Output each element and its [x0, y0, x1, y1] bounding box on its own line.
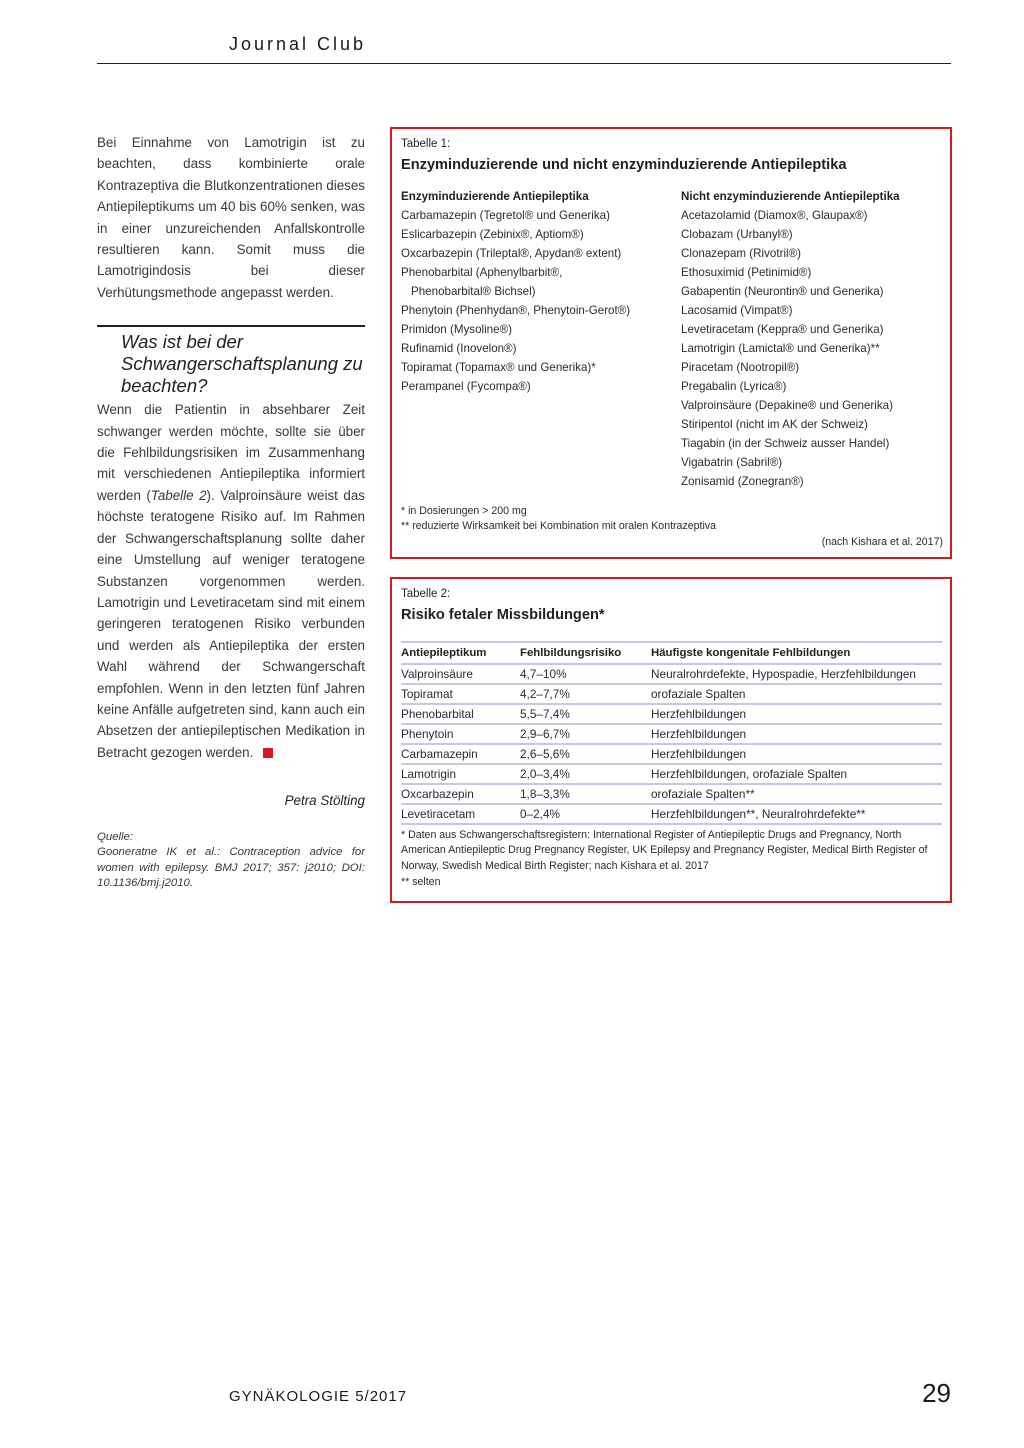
list-item: Carbamazepin (Tegretol® und Generika)	[401, 209, 610, 222]
table-row	[401, 684, 942, 704]
table-cell: Herzfehlbildungen	[651, 744, 942, 764]
list-item: Gabapentin (Neurontin® und Generika)	[681, 285, 884, 298]
table-1-col1-header: Enzyminduzierende Antiepileptika	[401, 190, 589, 203]
table-cell: 4,7–10%	[520, 664, 651, 684]
table-cell: Valproinsäure	[401, 664, 520, 684]
source-label: Quelle:	[97, 831, 134, 844]
table-cell: Lamotrigin	[401, 764, 520, 784]
source-block	[97, 830, 365, 891]
table-cell: Herzfehlbildungen	[651, 724, 942, 744]
list-item: Perampanel (Fycompa®)	[401, 380, 531, 393]
list-item: Tiagabin (in der Schweiz ausser Handel)	[681, 437, 890, 450]
table-1-footnote-1: * in Dosierungen > 200 mg	[401, 505, 527, 517]
column-header: Häufigste kongenitale Fehlbildungen	[651, 642, 942, 664]
table-1-col2-header: Nicht enzyminduzierende Antiepileptika	[681, 190, 900, 203]
table-cell: 1,8–3,3%	[520, 784, 651, 804]
table-row	[401, 664, 942, 684]
table-1-footnote-2: ** reduzierte Wirksamkeit bei Kombination mit oralen Kontrazeptiva	[401, 520, 717, 532]
list-item: Phenytoin (Phenhydan®, Phenytoin-Gerot®)	[401, 304, 631, 317]
list-item: Clonazepam (Rivotril®)	[681, 247, 802, 260]
end-of-article-marker	[263, 748, 273, 758]
author: Petra Stölting	[284, 793, 365, 809]
table-1-column-non-enzyme-inducing	[681, 187, 900, 491]
list-item: Acetazolamid (Diamox®, Glaupax®)	[681, 209, 868, 222]
list-item: Valproinsäure (Depakine® und Generika)	[681, 399, 893, 412]
table-1-title: Enzyminduzierende und nicht enzyminduzierende Antiepileptika	[401, 157, 847, 173]
table-cell: Carbamazepin	[401, 744, 520, 764]
list-item: Rufinamid (Inovelon®)	[401, 342, 517, 355]
paragraph-2-part-2: ). Valproinsäure weist das höchste teratogene Risiko auf. Im Rahmen der Schwangerschaftsplanung sollte daher eine Umstellung auf weniger teratogene Substanzen vorgenommen werden. Lamotrigin und Levetiracetam sind mit einem geringeren teratogenen Risiko verbunden und werden als Antiepileptika der ersten Wahl während der Schwangerschaft empfohlen. Wenn in den letzten fünf Jahren keine Anfälle aufgetreten sind, kann auch ein Absetzen der antiepileptischen Medikation in Betracht gezogen werden.	[97, 487, 365, 760]
table-cell: Neuralrohrdefekte, Hypospadie, Herzfehlbildungen	[651, 664, 942, 684]
column-header: Fehlbildungsrisiko	[520, 642, 651, 664]
table-1-label: Tabelle 1:	[401, 138, 451, 150]
subheading: Was ist bei der Schwangerschaftsplanung zu beachten?	[121, 331, 363, 397]
table-cell: orofaziale Spalten	[651, 684, 942, 704]
table-cell: Phenytoin	[401, 724, 520, 744]
left-column	[97, 132, 365, 891]
list-item: Topiramat (Topamax® und Generika)*	[401, 361, 596, 374]
page-number: 29	[922, 1378, 951, 1408]
footer-journal: GYNÄKOLOGIE 5/2017	[229, 1388, 408, 1405]
table-cell: 0–2,4%	[520, 804, 651, 824]
table-row	[401, 804, 942, 824]
table-cell: Oxcarbazepin	[401, 784, 520, 804]
table-cell: Herzfehlbildungen**, Neuralrohrdefekte**	[651, 804, 942, 824]
list-item: Pregabalin (Lyrica®)	[681, 380, 787, 393]
table-1-citation: (nach Kishara et al. 2017)	[821, 536, 943, 548]
table-1-box	[390, 127, 952, 559]
column-header: Antiepileptikum	[401, 642, 520, 664]
list-item: Clobazam (Urbanyl®)	[681, 228, 793, 241]
table-row	[401, 764, 942, 784]
table-2-footnote-2: ** selten	[401, 876, 441, 888]
table-cell: Herzfehlbildungen	[651, 704, 942, 724]
list-item: Primidon (Mysoline®)	[401, 323, 512, 336]
list-item: Phenobarbital (Aphenylbarbit®,	[401, 266, 563, 279]
table-row	[401, 724, 942, 744]
list-item: Stiripentol (nicht im AK der Schweiz)	[681, 418, 868, 431]
table-cell: Topiramat	[401, 684, 520, 704]
list-item: Zonisamid (Zonegran®)	[681, 475, 804, 488]
table-2-box	[390, 577, 952, 903]
table-row	[401, 704, 942, 724]
table-cell: Levetiracetam	[401, 804, 520, 824]
list-item: Piracetam (Nootropil®)	[681, 361, 800, 374]
table-cell: 2,9–6,7%	[520, 724, 651, 744]
table-row	[401, 744, 942, 764]
table-2-footnote-1: * Daten aus Schwangerschaftsregistern: International Register of Antiepileptic Drugs and Pregnancy, North American Antiepileptic Drug Pregnancy Register, UK Epilepsy and Pregnancy Register, Medical Birth Register of Norway, Swedish Medical Birth Register; nach Kishara et al. 2017	[401, 829, 928, 872]
table-cell: 4,2–7,7%	[520, 684, 651, 704]
table-1-column-enzyme-inducing	[401, 187, 630, 396]
source-text: Gooneratne IK et al.: Contraception advice for women with epilepsy. BMJ 2017; 357: j2010; DOI: 10.1136/bmj.j2010.	[97, 846, 365, 890]
list-item: Ethosuximid (Petinimid®)	[681, 266, 812, 279]
list-item: Vigabatrin (Sabril®)	[681, 456, 783, 469]
table-cell: 2,6–5,6%	[520, 744, 651, 764]
table-2-title: Risiko fetaler Missbildungen*	[401, 607, 605, 623]
table-cell: Herzfehlbildungen, orofaziale Spalten	[651, 764, 942, 784]
running-header: Journal Club	[229, 34, 367, 54]
list-item: Levetiracetam (Keppra® und Generika)	[681, 323, 884, 336]
list-item: Lamotrigin (Lamictal® und Generika)**	[681, 342, 880, 355]
list-item: Eslicarbazepin (Zebinix®, Aptiom®)	[401, 228, 584, 241]
paragraph-1: Bei Einnahme von Lamotrigin ist zu beachten, dass kombinierte orale Kontrazeptiva die Blutkonzentrationen dieses Antiepileptikums um 40 bis 60% senken, was in einer unzureichenden Anfallskontrolle resultieren kann. Somit muss die Lamotrigindosis bei dieser Verhütungsmethode angepasst werden.	[97, 135, 365, 300]
list-item: Lacosamid (Vimpat®)	[681, 304, 793, 317]
header-rule	[97, 63, 951, 64]
table-header-row	[401, 642, 942, 664]
table-cell: Phenobarbital	[401, 704, 520, 724]
paragraph-2-part-1: Wenn die Patientin in absehbarer Zeit schwanger werden möchte, sollte sie über die Fehlbildungsrisiken im Zusammenhang mit verschiedenen Antiepileptika informiert werden (	[97, 402, 365, 503]
table-2-grid	[401, 641, 942, 825]
table-cell: 2,0–3,4%	[520, 764, 651, 784]
paragraph-2	[97, 399, 365, 763]
table-2-label: Tabelle 2:	[401, 588, 451, 600]
table-row	[401, 784, 942, 804]
section-rule	[97, 325, 365, 327]
list-item: Oxcarbazepin (Trileptal®, Apydan® extent)	[401, 247, 622, 260]
table-2-reference: Tabelle 2	[150, 487, 207, 503]
table-cell: orofaziale Spalten**	[651, 784, 942, 804]
list-item: Phenobarbital® Bichsel)	[411, 285, 536, 298]
table-cell: 5,5–7,4%	[520, 704, 651, 724]
